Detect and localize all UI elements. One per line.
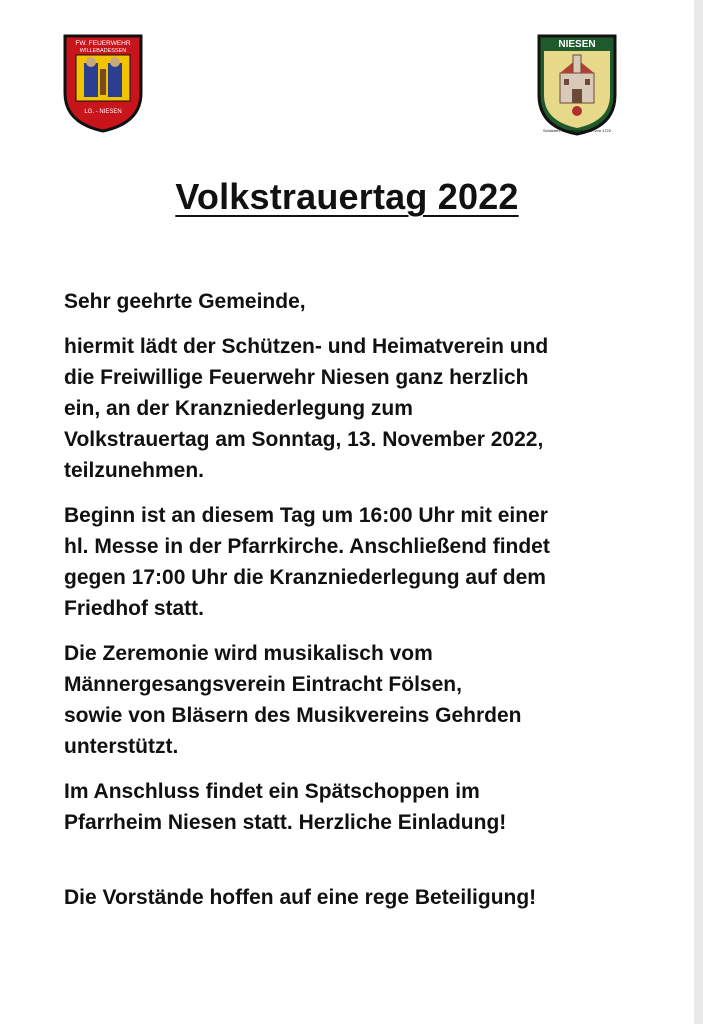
greeting-paragraph: Sehr geehrte Gemeinde,	[64, 290, 306, 313]
schuetzenverein-logo	[536, 33, 618, 137]
fire-brigade-logo	[62, 33, 144, 133]
logo-right-top-text: NIESEN	[558, 39, 596, 50]
logo-left-top-text: FW. FEUERWEHR	[75, 40, 131, 47]
logo-right-side-text: Schützen- und Heimatverein von 1722	[542, 128, 612, 133]
document-body	[64, 286, 624, 927]
afterwards-paragraph: Im Anschluss findet ein Spätschoppen im Pfarrheim Niesen statt. Herzliche Einladung!	[64, 780, 507, 834]
schedule-paragraph: Beginn ist an diesem Tag um 16:00 Uhr mit einer hl. Messe in der Pfarrkirche. Anschließend findet gegen 17:00 Uhr die Kranzniederlegung auf dem Friedhof statt.	[64, 504, 550, 620]
page-edge	[694, 0, 703, 1024]
music-paragraph: Die Zeremonie wird musikalisch vom Männergesangsverein Eintracht Fölsen, sowie von Bläsern des Musikvereins Gehrden unterstützt.	[64, 642, 522, 758]
invitation-paragraph: hiermit lädt der Schützen- und Heimatverein und die Freiwillige Feuerwehr Niesen ganz herzlich ein, an der Kranzniederlegung zum Volkstrauertag am Sonntag, 13. November 2022, teilzunehmen.	[64, 335, 549, 482]
document-title: Volkstrauertag 2022	[175, 176, 519, 217]
logo-left-bottom-text: LG. - NIESEN	[84, 109, 122, 115]
closing-paragraph: Die Vorstände hoffen auf eine rege Beteiligung!	[64, 886, 537, 909]
logo-left-mid-text: WILLEBADESSEN	[79, 48, 127, 54]
